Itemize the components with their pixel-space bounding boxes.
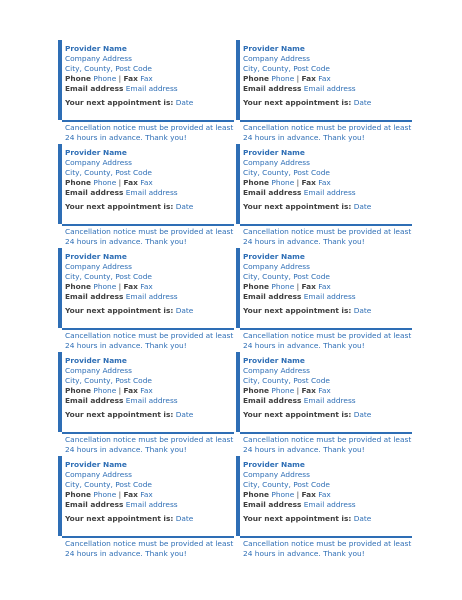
phone-fax-line [243, 74, 412, 84]
city-line: City, County, Post Code [243, 376, 330, 385]
card-body [243, 460, 412, 524]
phone-label: Phone [65, 178, 92, 187]
provider-name: Provider Name [243, 252, 305, 261]
email-label: Email address [65, 396, 124, 405]
city-line: City, County, Post Code [243, 480, 330, 489]
appointment-date: Date [353, 410, 372, 419]
email-label: Email address [243, 188, 302, 197]
email-value: Email address [125, 500, 178, 509]
phone-value: Phone [93, 386, 117, 395]
email-label: Email address [65, 188, 124, 197]
accent-bar [236, 144, 240, 224]
divider-line [62, 224, 234, 226]
card-body [243, 252, 412, 316]
provider-name: Provider Name [65, 148, 127, 157]
divider-line [62, 120, 234, 122]
company-address: Company Address [65, 158, 132, 167]
cancellation-notice: Cancellation notice must be provided at least 24 hours in advance. Thank you! [243, 435, 412, 454]
fax-value: Fax [318, 386, 331, 395]
appointment-line [65, 410, 234, 420]
fax-value: Fax [140, 178, 153, 187]
phone-label: Phone [243, 282, 270, 291]
phone-fax-line [65, 282, 234, 292]
cancellation-notice: Cancellation notice must be provided at least 24 hours in advance. Thank you! [65, 227, 234, 246]
company-address: Company Address [65, 262, 132, 271]
phone-label: Phone [65, 386, 92, 395]
company-address: Company Address [65, 54, 132, 63]
phone-value: Phone [93, 282, 117, 291]
fax-label: Fax [123, 178, 138, 187]
provider-name: Provider Name [65, 252, 127, 261]
city-line: City, County, Post Code [65, 376, 152, 385]
email-label: Email address [65, 500, 124, 509]
appointment-label: Your next appointment is: [65, 514, 174, 523]
card-row [58, 40, 414, 144]
provider-name: Provider Name [243, 460, 305, 469]
appointment-card [58, 248, 236, 352]
fax-label: Fax [301, 178, 316, 187]
fax-value: Fax [140, 386, 153, 395]
email-value: Email address [303, 500, 356, 509]
appointment-line [243, 202, 412, 212]
city-line: City, County, Post Code [65, 480, 152, 489]
divider-line [240, 328, 412, 330]
appointment-label: Your next appointment is: [243, 514, 352, 523]
accent-bar [236, 40, 240, 120]
appointment-label: Your next appointment is: [243, 410, 352, 419]
fax-value: Fax [140, 490, 153, 499]
appointment-line [243, 410, 412, 420]
appointment-card [58, 352, 236, 456]
separator: | [296, 282, 300, 291]
accent-bar [58, 248, 62, 328]
company-address: Company Address [65, 470, 132, 479]
appointment-label: Your next appointment is: [65, 202, 174, 211]
phone-fax-line [65, 490, 234, 500]
fax-label: Fax [123, 490, 138, 499]
phone-fax-line [65, 386, 234, 396]
appointment-line [65, 514, 234, 524]
appointment-line [243, 514, 412, 524]
separator: | [296, 386, 300, 395]
phone-value: Phone [271, 178, 295, 187]
card-body [65, 460, 234, 524]
fax-value: Fax [318, 490, 331, 499]
provider-name: Provider Name [65, 356, 127, 365]
phone-label: Phone [243, 386, 270, 395]
card-row [58, 248, 414, 352]
phone-label: Phone [243, 74, 270, 83]
phone-label: Phone [243, 178, 270, 187]
email-label: Email address [243, 396, 302, 405]
company-address: Company Address [65, 366, 132, 375]
fax-label: Fax [123, 282, 138, 291]
separator: | [296, 74, 300, 83]
divider-line [62, 328, 234, 330]
appointment-card-sheet [58, 40, 414, 560]
company-address: Company Address [243, 262, 310, 271]
appointment-date: Date [175, 98, 194, 107]
appointment-label: Your next appointment is: [243, 306, 352, 315]
company-address: Company Address [243, 158, 310, 167]
fax-label: Fax [301, 282, 316, 291]
phone-fax-line [243, 490, 412, 500]
appointment-card [58, 456, 236, 560]
card-body [65, 356, 234, 420]
city-line: City, County, Post Code [243, 272, 330, 281]
company-address: Company Address [243, 366, 310, 375]
email-value: Email address [125, 292, 178, 301]
fax-value: Fax [318, 74, 331, 83]
appointment-line [243, 98, 412, 108]
accent-bar [58, 456, 62, 536]
email-value: Email address [125, 396, 178, 405]
appointment-label: Your next appointment is: [65, 410, 174, 419]
phone-label: Phone [65, 74, 92, 83]
fax-value: Fax [140, 74, 153, 83]
phone-value: Phone [271, 74, 295, 83]
phone-label: Phone [243, 490, 270, 499]
fax-label: Fax [301, 74, 316, 83]
email-line [65, 500, 234, 510]
city-line: City, County, Post Code [65, 168, 152, 177]
email-label: Email address [65, 292, 124, 301]
separator: | [118, 386, 122, 395]
card-body [243, 356, 412, 420]
phone-label: Phone [65, 490, 92, 499]
divider-line [240, 120, 412, 122]
appointment-date: Date [353, 306, 372, 315]
phone-value: Phone [93, 490, 117, 499]
separator: | [296, 490, 300, 499]
appointment-date: Date [353, 514, 372, 523]
fax-label: Fax [123, 386, 138, 395]
email-value: Email address [303, 188, 356, 197]
cancellation-notice: Cancellation notice must be provided at least 24 hours in advance. Thank you! [243, 539, 412, 558]
email-label: Email address [243, 292, 302, 301]
fax-value: Fax [318, 178, 331, 187]
provider-name: Provider Name [243, 44, 305, 53]
appointment-date: Date [353, 202, 372, 211]
fax-label: Fax [301, 386, 316, 395]
provider-name: Provider Name [243, 356, 305, 365]
cancellation-notice: Cancellation notice must be provided at least 24 hours in advance. Thank you! [243, 227, 412, 246]
phone-value: Phone [271, 282, 295, 291]
email-value: Email address [303, 292, 356, 301]
provider-name: Provider Name [243, 148, 305, 157]
card-row [58, 352, 414, 456]
appointment-date: Date [353, 98, 372, 107]
appointment-label: Your next appointment is: [243, 202, 352, 211]
separator: | [118, 282, 122, 291]
fax-label: Fax [301, 490, 316, 499]
accent-bar [58, 144, 62, 224]
separator: | [118, 490, 122, 499]
email-value: Email address [303, 84, 356, 93]
appointment-label: Your next appointment is: [65, 98, 174, 107]
email-line [65, 188, 234, 198]
phone-value: Phone [271, 490, 295, 499]
cancellation-notice: Cancellation notice must be provided at least 24 hours in advance. Thank you! [65, 331, 234, 350]
city-line: City, County, Post Code [65, 272, 152, 281]
phone-value: Phone [93, 74, 117, 83]
phone-fax-line [243, 178, 412, 188]
phone-fax-line [65, 178, 234, 188]
appointment-label: Your next appointment is: [243, 98, 352, 107]
accent-bar [236, 248, 240, 328]
card-body [65, 252, 234, 316]
email-label: Email address [65, 84, 124, 93]
separator: | [118, 74, 122, 83]
appointment-label: Your next appointment is: [65, 306, 174, 315]
appointment-card [58, 40, 236, 144]
appointment-card [58, 144, 236, 248]
card-row [58, 144, 414, 248]
appointment-line [65, 306, 234, 316]
divider-line [240, 224, 412, 226]
card-body [65, 44, 234, 108]
cancellation-notice: Cancellation notice must be provided at least 24 hours in advance. Thank you! [65, 123, 234, 142]
accent-bar [236, 456, 240, 536]
card-body [243, 148, 412, 212]
email-value: Email address [125, 84, 178, 93]
email-label: Email address [243, 84, 302, 93]
email-line [65, 292, 234, 302]
appointment-card [236, 456, 414, 560]
provider-name: Provider Name [65, 44, 127, 53]
company-address: Company Address [243, 54, 310, 63]
city-line: City, County, Post Code [243, 168, 330, 177]
phone-label: Phone [65, 282, 92, 291]
card-row [58, 456, 414, 560]
phone-value: Phone [93, 178, 117, 187]
city-line: City, County, Post Code [243, 64, 330, 73]
email-line [65, 84, 234, 94]
provider-name: Provider Name [65, 460, 127, 469]
cancellation-notice: Cancellation notice must be provided at least 24 hours in advance. Thank you! [243, 123, 412, 142]
appointment-line [65, 98, 234, 108]
email-label: Email address [243, 500, 302, 509]
phone-fax-line [65, 74, 234, 84]
fax-value: Fax [318, 282, 331, 291]
email-line [243, 396, 412, 406]
fax-value: Fax [140, 282, 153, 291]
card-body [243, 44, 412, 108]
appointment-card [236, 352, 414, 456]
appointment-date: Date [175, 514, 194, 523]
email-line [243, 500, 412, 510]
separator: | [296, 178, 300, 187]
appointment-card [236, 40, 414, 144]
cancellation-notice: Cancellation notice must be provided at least 24 hours in advance. Thank you! [243, 331, 412, 350]
accent-bar [58, 40, 62, 120]
city-line: City, County, Post Code [65, 64, 152, 73]
cancellation-notice: Cancellation notice must be provided at least 24 hours in advance. Thank you! [65, 539, 234, 558]
email-value: Email address [125, 188, 178, 197]
divider-line [240, 536, 412, 538]
email-line [243, 292, 412, 302]
divider-line [62, 536, 234, 538]
cancellation-notice: Cancellation notice must be provided at least 24 hours in advance. Thank you! [65, 435, 234, 454]
accent-bar [58, 352, 62, 432]
fax-label: Fax [123, 74, 138, 83]
divider-line [240, 432, 412, 434]
appointment-line [65, 202, 234, 212]
appointment-line [243, 306, 412, 316]
phone-value: Phone [271, 386, 295, 395]
appointment-date: Date [175, 306, 194, 315]
email-value: Email address [303, 396, 356, 405]
company-address: Company Address [243, 470, 310, 479]
appointment-card [236, 144, 414, 248]
appointment-date: Date [175, 410, 194, 419]
phone-fax-line [243, 282, 412, 292]
email-line [243, 188, 412, 198]
divider-line [62, 432, 234, 434]
separator: | [118, 178, 122, 187]
email-line [243, 84, 412, 94]
phone-fax-line [243, 386, 412, 396]
accent-bar [236, 352, 240, 432]
email-line [65, 396, 234, 406]
card-body [65, 148, 234, 212]
appointment-card [236, 248, 414, 352]
appointment-date: Date [175, 202, 194, 211]
